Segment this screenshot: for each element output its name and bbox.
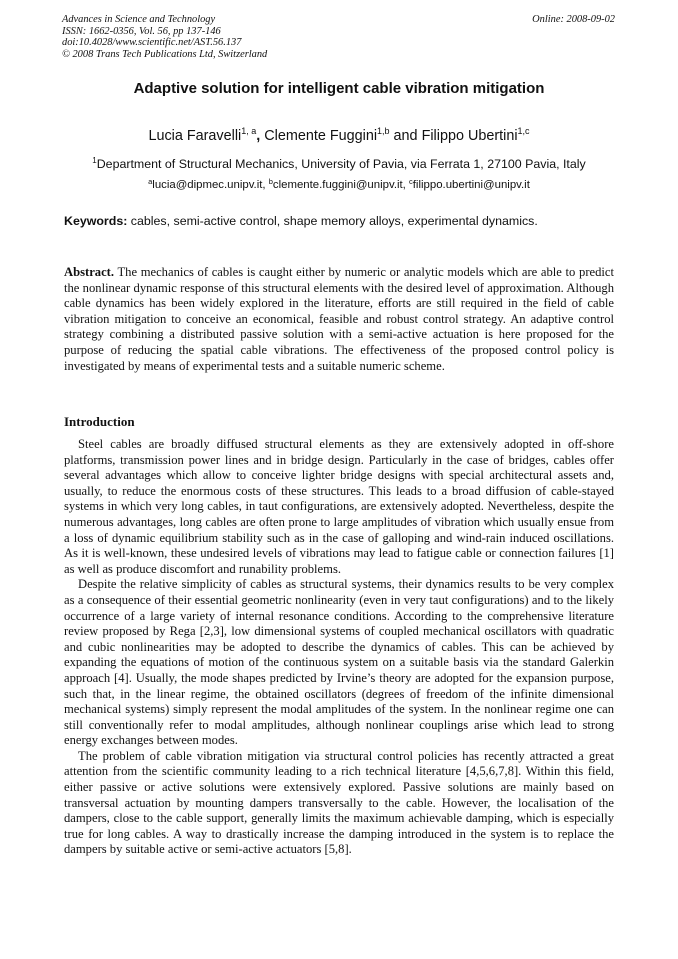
email-superscript: b <box>268 177 273 186</box>
paragraph: The problem of cable vibration mitigation via structural control policies has recently attracted a great attention from the scientific community leading to a rich technical literature [4,5,6,7,8]. Within this field, either passive or active solutions were extensively explored. Passive solutions are mainly based on transversal actuation by mounting dampers transversally to the cable. However, the localisation of the dampers, close to the cable support, generally limits the maximum achievable damping, which is especially true for long cables. A way to drastically increase the damping introduced in the system is to replace the dampers by suitable active or semi-active actuators [5,8]. <box>64 748 614 857</box>
email-superscript: a <box>148 177 153 186</box>
online-date: Online: 2008-09-02 <box>532 14 615 25</box>
author-list <box>0 128 678 144</box>
affiliation-text: Department of Structural Mechanics, University of Pavia, via Ferrata 1, 27100 Pavia, Italy <box>96 157 586 171</box>
author-superscript: 1,c <box>517 126 530 136</box>
affiliation <box>0 157 678 171</box>
paper-title: Adaptive solution for intelligent cable vibration mitigation <box>133 80 545 97</box>
author-name: Clemente Fuggini <box>264 128 378 144</box>
abstract-label: Abstract. <box>64 265 115 279</box>
journal-name: Advances in Science and Technology <box>62 14 216 25</box>
author-separator: and <box>389 128 422 144</box>
author-superscript: 1, a <box>241 126 257 136</box>
introduction-body <box>64 437 614 858</box>
email-superscript: c <box>409 177 413 186</box>
email-address: filippo.ubertini@unipv.it <box>412 179 530 191</box>
author-name: Lucia Faravelli <box>148 128 242 144</box>
keywords-text: cables, semi-active control, shape memory alloys, experimental dynamics. <box>127 214 538 228</box>
copyright-line: © 2008 Trans Tech Publications Ltd, Switzerland <box>62 48 268 60</box>
author-separator: , <box>256 128 265 144</box>
section-heading-introduction: Introduction <box>64 414 135 429</box>
email-address: clemente.fuggini@unipv.it, <box>272 179 410 191</box>
journal-header <box>62 14 615 60</box>
abstract-text: The mechanics of cables is caught either by numeric or analytic models which are able to predict the nonlinear dynamic response of this structural elements with the desired level of approximation. Although cable dynamics has been widely explored in the literature, efforts are still required in the field of cable vibration mitigation to conceive an economical, feasible and robust control strategy. An adaptive control strategy combining a distributed passive solution with a semi-active actuation is here proposed for the purpose of reducing the spatial cable vibrations. The effectiveness of the proposed control policy is investigated by means of experimental tests and a suitable numeric scheme. <box>64 265 614 373</box>
author-name: Filippo Ubertini <box>421 128 518 144</box>
keywords <box>64 214 538 228</box>
affiliation-superscript: 1 <box>92 156 97 165</box>
doi-line: doi:10.4028/www.scientific.net/AST.56.137 <box>62 37 242 49</box>
email-list <box>0 179 678 191</box>
paragraph: Despite the relative simplicity of cables as structural systems, their dynamics results to be very complex as a consequence of their essential geometric nonlinearity (even in very taut configurations) and to the likely occurrence of a large variety of internal resonance conditions. According to the comprehensive literature review proposed by Rega [2,3], low dimensional systems of coupled mechanical oscillators with quadratic and cubic nonlinearities may be adopted to describe the dynamics of cables. This can be achieved by expanding the equations of motion of the continuous system on a suitable basis via the standard Galerkin approach [4]. Usually, the mode shapes predicted by Irvine’s theory are adopted for the expansion purpose, such that, in the linear regime, the obtained oscillators (degrees of freedom of the infinite dimensional mechanical systems) simply represent the modal amplitudes of the system. In the nonlinear regime one can still conventionally refer to modal amplitudes, although nonlinear couplings arise which lead to strong energy exchanges between modes. <box>64 577 614 748</box>
keywords-label: Keywords: <box>64 214 128 228</box>
issn-line: ISSN: 1662-0356, Vol. 56, pp 137-146 <box>62 25 221 37</box>
paragraph: Steel cables are broadly diffused structural elements as they are extensively adopted in off-shore platforms, transmission power lines and in bridge design. Particularly in the case of bridges, cables offer several advantages which allow to conceive lighter bridge designs with special architectural assets and, usually, to reduce the enormous costs of these structures. This leads to a broad diffusion of cable-stayed systems in which very long cables, in taut configurations, are extensively adopted. Nevertheless, despite the numerous advantages, long cables are often prone to large amplitudes of vibration which usually ensue from a loss of dynamic equilibrium stability such as in the case of galloping and wind-rain induced oscillations. As it is well-known, these undesired levels of vibrations may lead to fatigue cable or connection failures [1] as well as produce discomfort and runability problems. <box>64 437 614 576</box>
email-address: lucia@dipmec.unipv.it, <box>152 179 269 191</box>
author-superscript: 1,b <box>377 126 390 136</box>
abstract <box>64 265 614 374</box>
